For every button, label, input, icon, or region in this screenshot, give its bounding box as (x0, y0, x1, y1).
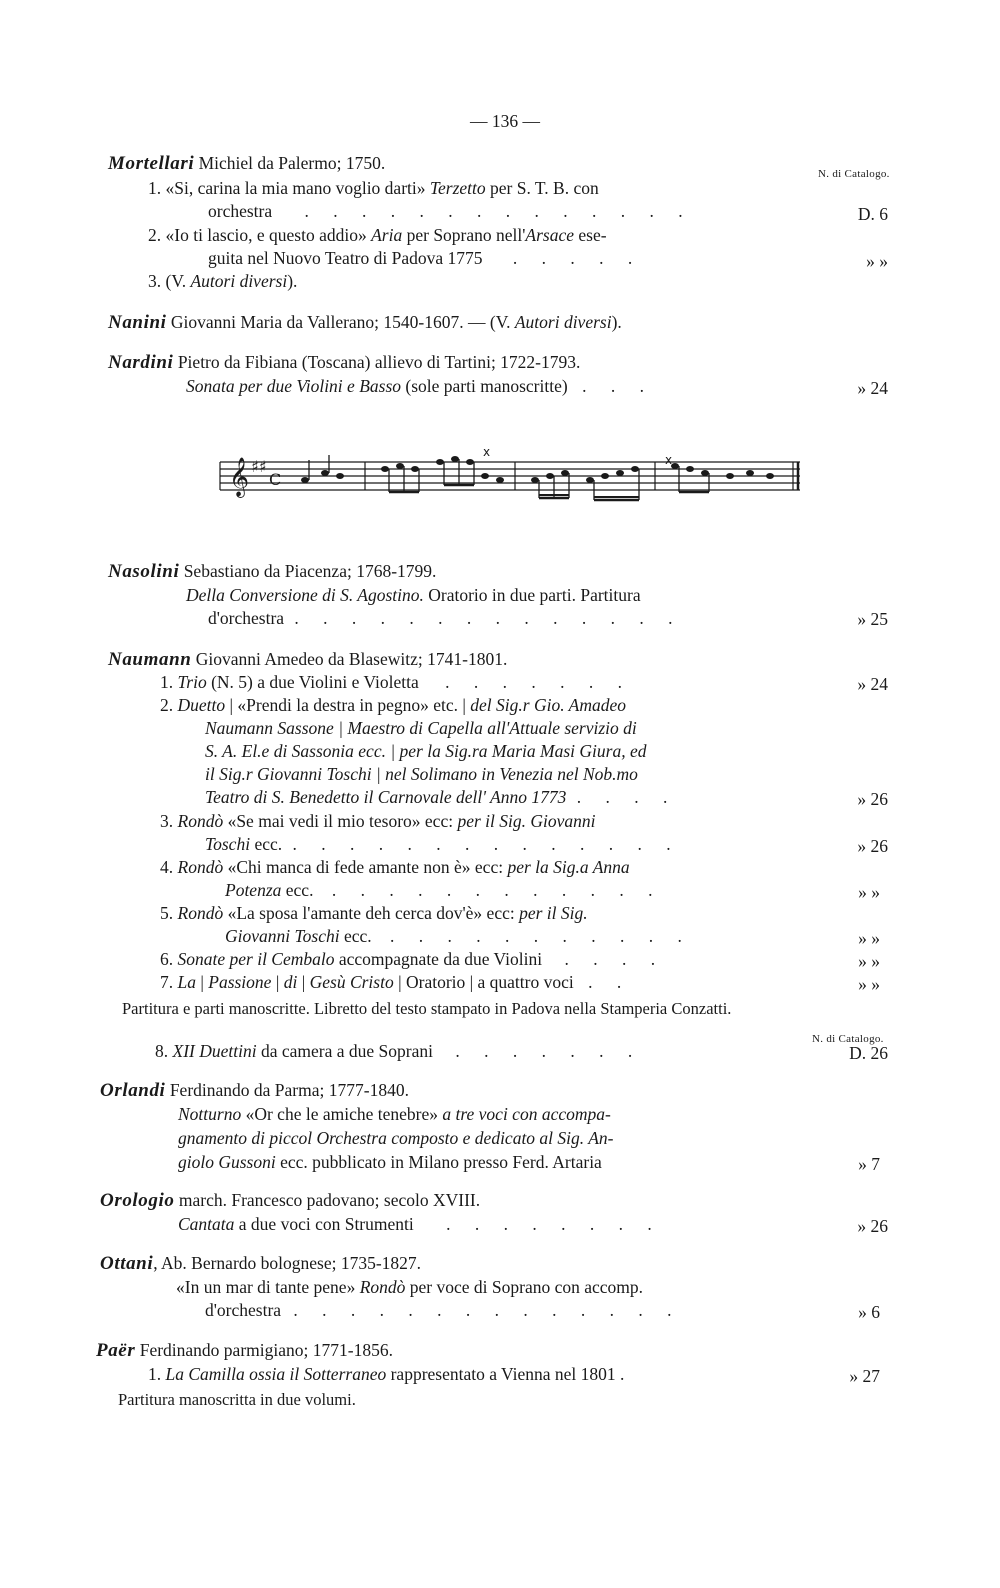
work-number: 7. (160, 972, 178, 992)
work-number: 3. (160, 811, 178, 831)
catalog-ref: » 24 (857, 378, 888, 398)
composer-name: Orologio (100, 1190, 175, 1211)
work-line (160, 948, 665, 970)
note-line: Partitura e parti manoscritte. Libretto del testo stampato in Padova nella Stamperia Conzatti. (122, 999, 732, 1018)
leader-dots: . . . (582, 376, 654, 396)
work-line (205, 786, 677, 808)
composer-info: Ferdinando parmigiano; 1771-1856. (135, 1340, 393, 1360)
work-text: ). (287, 271, 298, 291)
work-title: Rondò (177, 811, 224, 831)
leader-dots: . . . . (576, 787, 678, 807)
work-title: Terzetto (429, 178, 486, 198)
work-text: (N. 5) a due Violini e Violetta (206, 672, 419, 692)
composer-name: Ottani (100, 1253, 154, 1274)
catalog-ref: » 6 (858, 1302, 880, 1322)
work-line: S. A. El.e di Sassonia ecc. | per la Sig.ra Maria Masi Giura, ed (205, 741, 647, 761)
work-line (205, 833, 681, 855)
work-text: per S. T. B. con (485, 178, 599, 198)
page-number: — 136 — (470, 111, 540, 131)
sharp-icon: ♯♯ (251, 457, 267, 476)
work-number: 6. (160, 949, 178, 969)
entry-paer-heading (96, 1339, 393, 1362)
work-text: ecc. (281, 880, 314, 900)
work-title: Passione (208, 972, 272, 992)
work-title: giolo Gussoni (178, 1152, 276, 1172)
work-title: Rondò (177, 857, 224, 877)
work-title: XII Duettini (172, 1041, 257, 1061)
leader-dots: . . . . . . . . . . . . . . (292, 834, 681, 854)
work-line (208, 200, 693, 222)
work-text: «La sposa l'amante deh cerca dov'è» ecc: (223, 903, 520, 923)
catalog-ref: » 27 (849, 1366, 880, 1386)
leader-dots: . . . . . . . . . . . (390, 926, 692, 946)
separator: | (195, 972, 209, 992)
composer-name: Naumann (108, 649, 192, 670)
leader-dots: . . . . . . . . . . . . (331, 880, 663, 900)
work-text: «Or che le amiche tenebre» (241, 1104, 443, 1124)
entry-orologio-heading (100, 1189, 480, 1212)
catalog-ref: » 24 (857, 674, 888, 694)
composer-info: Ferdinando da Parma; 1777-1840. (165, 1080, 409, 1100)
leader-dots: . . (588, 972, 632, 992)
work-title: Trio (177, 672, 207, 692)
work-title: Potenza (225, 880, 282, 900)
work-text: ecc. pubblicato in Milano presso Ferd. Artaria (275, 1152, 602, 1172)
composer-info: Giovanni Maria da Vallerano; 1540-1607. — (V. (166, 312, 515, 332)
work-text: d'orchestra (205, 1300, 282, 1320)
work-title: Della Conversione di S. Agostino. (186, 585, 424, 605)
work-line (205, 1299, 682, 1321)
work-line (186, 375, 654, 397)
leader-dots: . . . . (564, 949, 666, 969)
work-title: per il Sig. Giovanni (457, 811, 596, 831)
leader-dots: . . . . . . . . (446, 1214, 662, 1234)
work-text: (sole parti manoscritte) (401, 376, 568, 396)
work-text: per Soprano nell' (402, 225, 526, 245)
composer-name: Orlandi (100, 1080, 166, 1101)
catalog-ref: » » (866, 251, 888, 271)
catalog-ref: » » (858, 951, 880, 971)
work-line (178, 1213, 662, 1235)
work-title: Gesù Cristo (309, 972, 394, 992)
entry-nanini-heading (108, 311, 622, 334)
work-title: La Camilla ossia il Sotterraneo (165, 1364, 387, 1384)
catalog-header: N. di Catalogo. (812, 1033, 884, 1045)
work-line: gnamento di piccol Orchestra composto e dedicato al Sig. An- (178, 1128, 614, 1148)
catalog-ref: » 26 (857, 789, 888, 809)
work-number: 2. (160, 695, 178, 715)
catalog-ref: D. 6 (857, 204, 888, 224)
catalog-header: N. di Catalogo. (818, 168, 890, 180)
composer-info-ref: Autori diversi (514, 312, 612, 332)
work-title: di (283, 972, 298, 992)
common-time-icon: C (269, 470, 282, 489)
work-line (148, 1363, 624, 1385)
work-line (208, 247, 642, 269)
composer-info: ). (611, 312, 622, 332)
work-number: 1. (148, 1364, 166, 1384)
composer-name: Paër (96, 1340, 136, 1361)
work-title: Sonata per due Violini e Basso (186, 376, 401, 396)
work-line (148, 270, 297, 292)
composer-info: Pietro da Fibiana (Toscana) allievo di Tartini; 1722-1793. (173, 352, 581, 372)
work-title: Arsace (525, 225, 575, 245)
work-text: rappresentato a Vienna nel 1801 . (386, 1364, 625, 1384)
work-title: a tre voci con accompa- (442, 1104, 611, 1124)
work-title: Duetto (177, 695, 226, 715)
work-text: 2. «Io ti lascio, e questo addio» (148, 225, 372, 245)
work-line (178, 1103, 611, 1125)
work-text: «In un mar di tante pene» (176, 1277, 360, 1297)
entry-nasolini-heading (108, 560, 436, 583)
leader-dots: . . . . . . . . . . . . . . (294, 608, 683, 628)
work-text: accompagnate da due Violini (334, 949, 543, 969)
catalog-ref: D. 26 (849, 1043, 888, 1063)
entry-naumann-heading (108, 648, 507, 671)
work-title: La (177, 972, 196, 992)
work-line (148, 224, 607, 246)
treble-clef-icon: 𝄞 (229, 457, 250, 497)
ornament-icon: x (483, 445, 491, 459)
work-title: Rondò (177, 903, 224, 923)
work-text: Oratorio in due parti. Partitura (423, 585, 641, 605)
catalog-ref: » » (858, 974, 880, 994)
work-text: | Oratorio | a quattro voci (393, 972, 574, 992)
composer-name: Mortellari (108, 153, 195, 174)
work-line (186, 584, 641, 606)
work-line (160, 810, 596, 832)
separator: | (271, 972, 284, 992)
leader-dots: . . . . . . . (455, 1041, 643, 1061)
work-title: per la Sig.a Anna (507, 857, 630, 877)
work-text: orchestra (208, 201, 273, 221)
entry-ottani-heading (100, 1252, 421, 1275)
separator: | (297, 972, 310, 992)
work-line (160, 856, 630, 878)
work-number: 8. (155, 1041, 173, 1061)
composer-name: Nanini (108, 312, 167, 333)
catalog-ref: » 25 (857, 609, 888, 629)
work-number: 5. (160, 903, 178, 923)
catalog-ref: » 26 (857, 836, 888, 856)
catalog-ref: » 26 (857, 1216, 888, 1236)
work-text: ecc. (250, 834, 283, 854)
composer-name: Nasolini (108, 561, 180, 582)
entry-mortellari-heading (108, 152, 385, 175)
work-text: a due voci con Strumenti (234, 1214, 414, 1234)
work-number: 1. (160, 672, 178, 692)
work-title: Giovanni Toschi (225, 926, 340, 946)
music-incipit (215, 440, 805, 510)
work-title: per il Sig. (519, 903, 588, 923)
work-text: ese- (574, 225, 607, 245)
work-text: «Se mai vedi il mio tesoro» ecc: (223, 811, 458, 831)
ornament-icon: x (665, 453, 673, 467)
work-title: Teatro di S. Benedetto il Carnovale dell' Anno 1773 (205, 787, 567, 807)
entry-nardini-heading (108, 351, 580, 374)
work-line (160, 971, 631, 993)
catalog-ref: » » (858, 882, 880, 902)
work-text: per voce di Soprano con accomp. (405, 1277, 644, 1297)
work-text: ecc. (339, 926, 372, 946)
work-line (225, 925, 692, 947)
note-line: Partitura manoscritta in due volumi. (118, 1390, 356, 1409)
work-title: del Sig.r Gio. Amadeo (470, 695, 626, 715)
work-text: 3. (V. (148, 271, 191, 291)
work-line (160, 902, 588, 924)
work-line (155, 1040, 642, 1062)
work-title: Cantata (178, 1214, 235, 1234)
leader-dots: . . . . . . . . . . . . . . (293, 1300, 682, 1320)
work-text: guita nel Nuovo Teatro di Padova 1775 (208, 248, 483, 268)
work-text: d'orchestra (208, 608, 285, 628)
work-title: Toschi (205, 834, 251, 854)
work-line: Naumann Sassone | Maestro di Capella all'Attuale servizio di (205, 718, 637, 738)
composer-info: march. Francesco padovano; secolo XVIII. (174, 1190, 481, 1210)
work-line (176, 1276, 643, 1298)
leader-dots: . . . . . . . . . . . . . . (304, 201, 693, 221)
composer-info: Sebastiano da Piacenza; 1768-1799. (179, 561, 437, 581)
work-title: Autori diversi (190, 271, 288, 291)
catalog-ref: » 7 (858, 1154, 880, 1174)
work-title: Aria (371, 225, 403, 245)
composer-name: Nardini (108, 352, 174, 373)
work-text: | «Prendi la destra in pegno» etc. | (225, 695, 471, 715)
catalog-ref: » » (858, 928, 880, 948)
work-line: il Sig.r Giovanni Toschi | nel Solimano in Venezia nel Nob.mo (205, 764, 638, 784)
composer-info: , Ab. Bernardo bolognese; 1735-1827. (153, 1253, 422, 1273)
leader-dots: . . . . . . . (445, 672, 633, 692)
entry-orlandi-heading (100, 1079, 409, 1102)
composer-info: Giovanni Amedeo da Blasewitz; 1741-1801. (191, 649, 508, 669)
work-text: «Chi manca di fede amante non è» ecc: (223, 857, 508, 877)
work-line (178, 1151, 602, 1173)
composer-info: Michiel da Palermo; 1750. (194, 153, 386, 173)
work-line (160, 671, 632, 693)
work-title: Notturno (178, 1104, 242, 1124)
work-line (160, 694, 626, 716)
work-line (148, 177, 599, 199)
work-number: 4. (160, 857, 178, 877)
work-title: Sonate per il Cembalo (177, 949, 335, 969)
work-line (208, 607, 683, 629)
work-title: Rondò (359, 1277, 406, 1297)
work-line (225, 879, 662, 901)
work-text: 1. «Si, carina la mia mano voglio darti» (148, 178, 430, 198)
leader-dots: . . . . . (512, 248, 643, 268)
work-text: da camera a due Soprani (256, 1041, 433, 1061)
